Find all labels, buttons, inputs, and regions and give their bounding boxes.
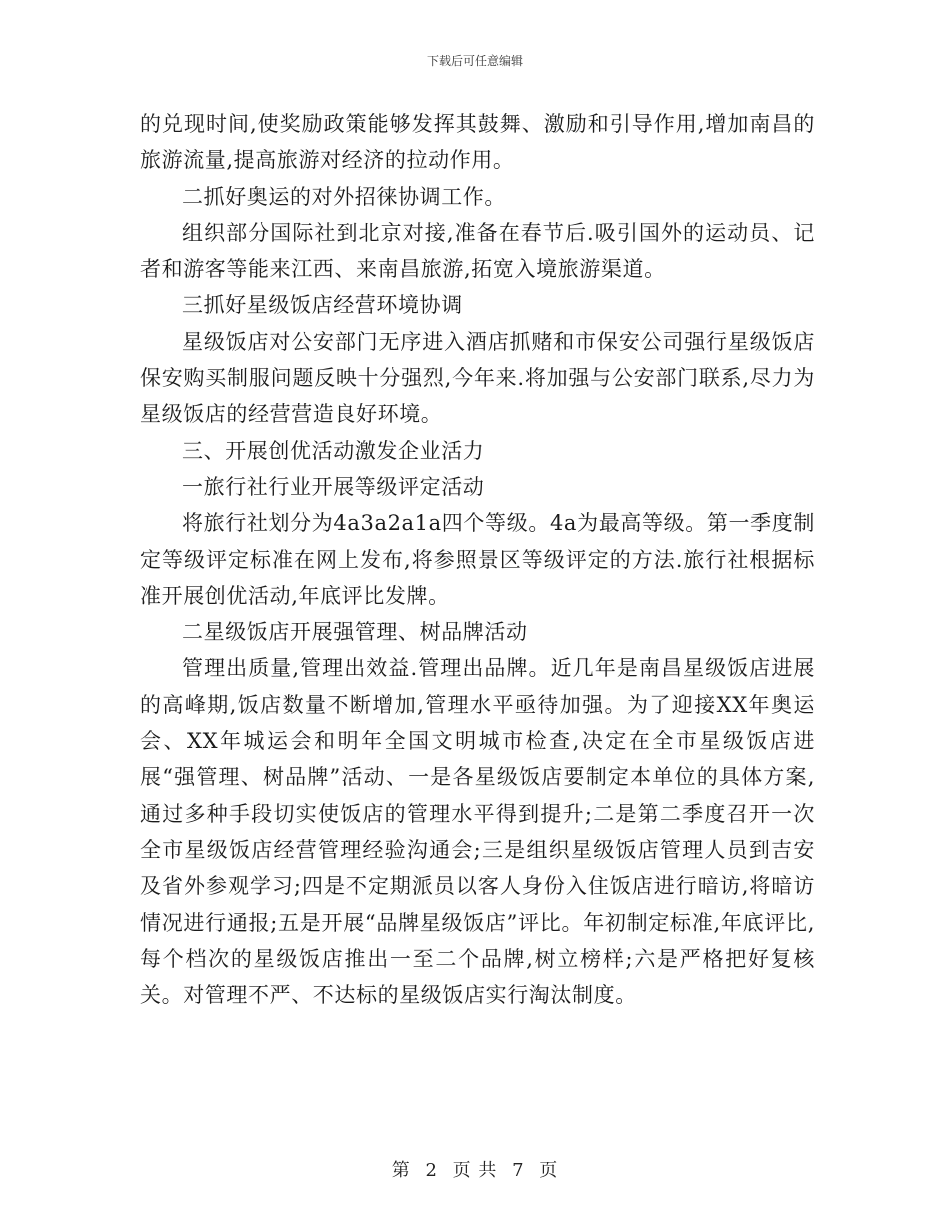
- document-body: [140, 106, 815, 1013]
- page-footer: [0, 1156, 950, 1182]
- section-heading: 一旅行社行业开展等级评定活动: [182, 474, 485, 499]
- section-heading: 三、开展创优活动激发企业活力: [182, 438, 485, 463]
- section-heading: 二星级饭店开展强管理、树品牌活动: [182, 620, 528, 645]
- section-heading: 三抓好星级饭店经营环境协调: [182, 293, 463, 318]
- footer-prefix: 第: [391, 1160, 411, 1181]
- footer-total-pages: 7: [512, 1160, 525, 1181]
- paragraph: 将旅行社划分为4a3a2a1a四个等级。4a为最高等级。第一季度制定等级评定标准在网上发布,将参照景区等级评定的方法.旅行社根据标准开展创优活动,年底评比发牌。: [140, 511, 815, 608]
- footer-suffix: 页: [539, 1160, 559, 1181]
- paragraph: 组织部分国际社到北京对接,准备在春节后.吸引国外的运动员、记者和游客等能来江西、来南昌旅游,拓宽入境旅游渠道。: [140, 220, 815, 282]
- paragraph: 管理出质量,管理出效益.管理出品牌。近几年是南昌星级饭店进展的高峰期,饭店数量不断增加,管理水平亟待加强。为了迎接XX年奥运会、XX年城运会和明年全国文明城市检查,决定在全市星级饭店进展“强管理、树品牌”活动、一是各星级饭店要制定本单位的具体方案,通过多种手段切实使饭店的管理水平得到提升;二是第二季度召开一次全市星级饭店经营管理经验沟通会;三是组织星级饭店管理人员到吉安及省外参观学习;四是不定期派员以客人身份入住饭店进行暗访,将暗访情况进行通报;五是开展“品牌星级饭店”评比。年初制定标准,年底评比,每个档次的星级饭店推出一至二个品牌,树立榜样;六是严格把好复核关。对管理不严、不达标的星级饭店实行淘汰制度。: [140, 656, 815, 1008]
- footer-current-page: 2: [425, 1160, 438, 1181]
- section-heading: 二抓好奥运的对外招徕协调工作。: [182, 184, 506, 209]
- page-header-note: 下载后可任意编辑: [426, 54, 523, 68]
- footer-middle: 页 共: [452, 1160, 498, 1181]
- paragraph-continuation: 的兑现时间,使奖励政策能够发挥其鼓舞、激励和引导作用,增加南昌的旅游流量,提高旅游对经济的拉动作用。: [140, 112, 815, 173]
- paragraph: 星级饭店对公安部门无序进入酒店抓赌和市保安公司强行星级饭店保安购买制服问题反映十分强烈,今年来.将加强与公安部门联系,尽力为星级饭店的经营营造良好环境。: [140, 329, 815, 427]
